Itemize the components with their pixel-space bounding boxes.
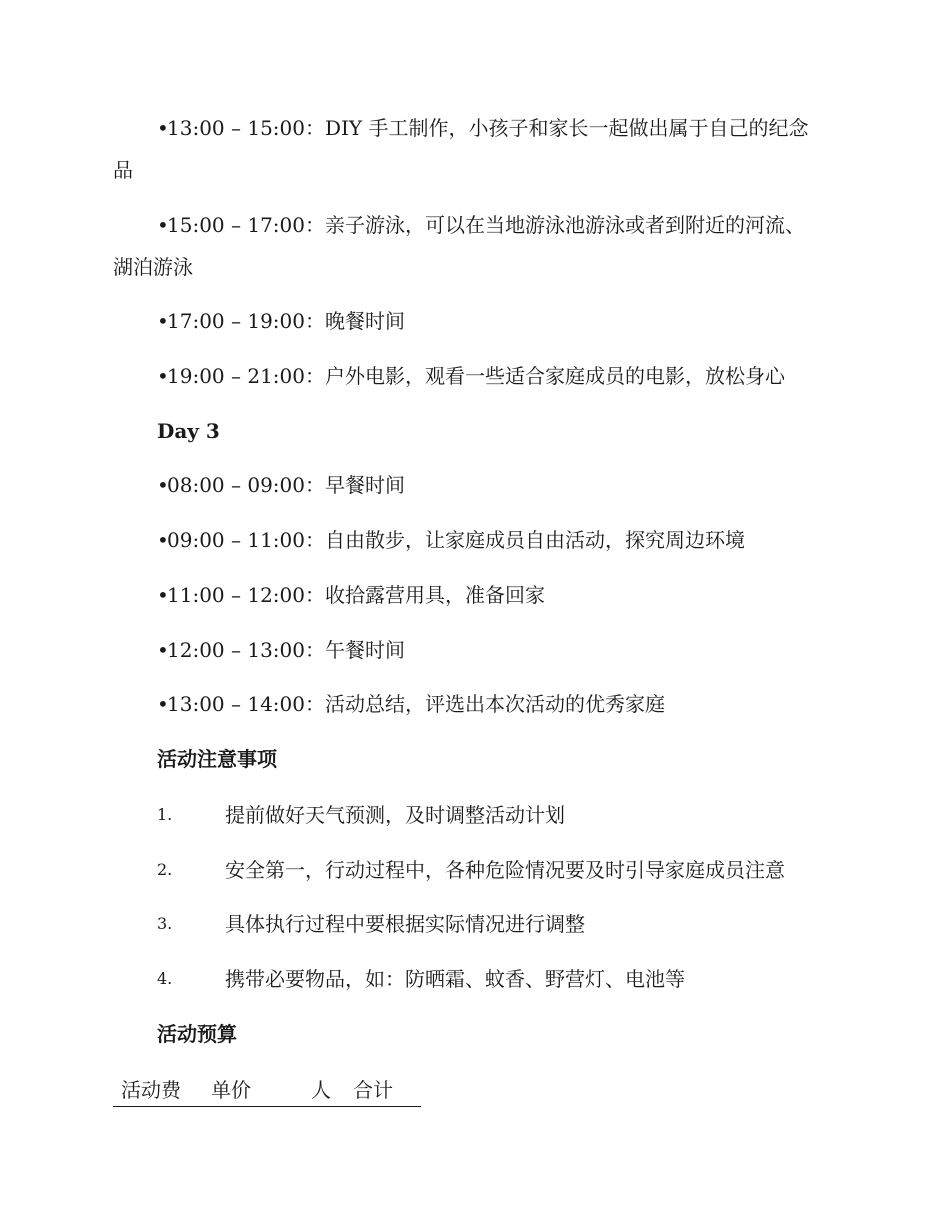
budget-table [113, 1076, 421, 1107]
bullet-dot: • [157, 638, 169, 662]
item-text: DIY 手工制作，小孩子和家长一起做出属于自己的纪念 [325, 116, 809, 140]
schedule-item: •12:00 – 13:00：午餐时间 [157, 638, 405, 662]
notes-heading: 活动注意事项 [157, 747, 277, 771]
note-text: 安全第一，行动过程中，各种危险情况要及时引导家庭成员注意 [225, 858, 785, 882]
schedule-item: •15:00 – 17:00：亲子游泳，可以在当地游泳池游泳或者到附近的河流、 [157, 213, 805, 237]
item-text: 自由散步，让家庭成员自由活动，探究周边环境 [325, 528, 745, 552]
note-number: 1. [157, 805, 173, 824]
bullet-dot: • [157, 364, 169, 388]
note-text: 提前做好天气预测，及时调整活动计划 [225, 803, 565, 827]
item-text: 晚餐时间 [325, 309, 405, 333]
note-number: 4. [157, 969, 173, 988]
item-continuation: 品 [113, 158, 133, 182]
item-time: 17:00 – 19:00 [167, 309, 305, 333]
schedule-item: •11:00 – 12:00：收拾露营用具，准备回家 [157, 583, 545, 607]
item-text: 午餐时间 [325, 638, 405, 662]
bullet-dot: • [157, 473, 169, 497]
bullet-dot: • [157, 213, 169, 237]
note-number: 3. [157, 914, 173, 933]
schedule-item: •08:00 – 09:00：早餐时间 [157, 473, 405, 497]
item-continuation: 湖泊游泳 [113, 255, 193, 279]
item-text: 活动总结，评选出本次活动的优秀家庭 [325, 692, 665, 716]
bullet-dot: • [157, 309, 169, 333]
note-number: 2. [157, 860, 173, 879]
item-time: 15:00 – 17:00 [167, 213, 305, 237]
bullet-dot: • [157, 528, 169, 552]
schedule-item: •09:00 – 11:00：自由散步，让家庭成员自由活动，探究周边环境 [157, 528, 745, 552]
table-header-cell: 单价 [211, 1078, 251, 1102]
budget-heading: 活动预算 [157, 1022, 237, 1046]
item-time: 08:00 – 09:00 [167, 473, 305, 497]
item-time: 13:00 – 15:00 [167, 116, 305, 140]
bullet-dot: • [157, 583, 169, 607]
note-text: 具体执行过程中要根据实际情况进行调整 [225, 912, 585, 936]
schedule-item: •13:00 – 15:00：DIY 手工制作，小孩子和家长一起做出属于自己的纪念 [157, 116, 809, 140]
day3-heading: Day 3 [157, 419, 220, 443]
item-text: 早餐时间 [325, 473, 405, 497]
note-text: 携带必要物品，如：防晒霜、蚊香、野营灯、电池等 [225, 967, 685, 991]
bullet-dot: • [157, 116, 169, 140]
item-time: 19:00 – 21:00 [167, 364, 305, 388]
item-time: 11:00 – 12:00 [167, 583, 305, 607]
schedule-item: •17:00 – 19:00：晚餐时间 [157, 309, 405, 333]
bullet-dot: • [157, 692, 169, 716]
item-time: 13:00 – 14:00 [167, 692, 305, 716]
item-text: 亲子游泳，可以在当地游泳池游泳或者到附近的河流、 [325, 213, 805, 237]
schedule-item: •13:00 – 14:00：活动总结，评选出本次活动的优秀家庭 [157, 692, 665, 716]
table-header-cell: 合计 [353, 1078, 393, 1102]
table-header-cell: 人 [311, 1078, 331, 1102]
item-time: 12:00 – 13:00 [167, 638, 305, 662]
schedule-item: •19:00 – 21:00：户外电影，观看一些适合家庭成员的电影，放松身心 [157, 364, 785, 388]
table-header-cell: 活动费 [121, 1078, 181, 1102]
item-text: 收拾露营用具，准备回家 [325, 583, 545, 607]
item-text: 户外电影，观看一些适合家庭成员的电影，放松身心 [325, 364, 785, 388]
item-time: 09:00 – 11:00 [167, 528, 305, 552]
